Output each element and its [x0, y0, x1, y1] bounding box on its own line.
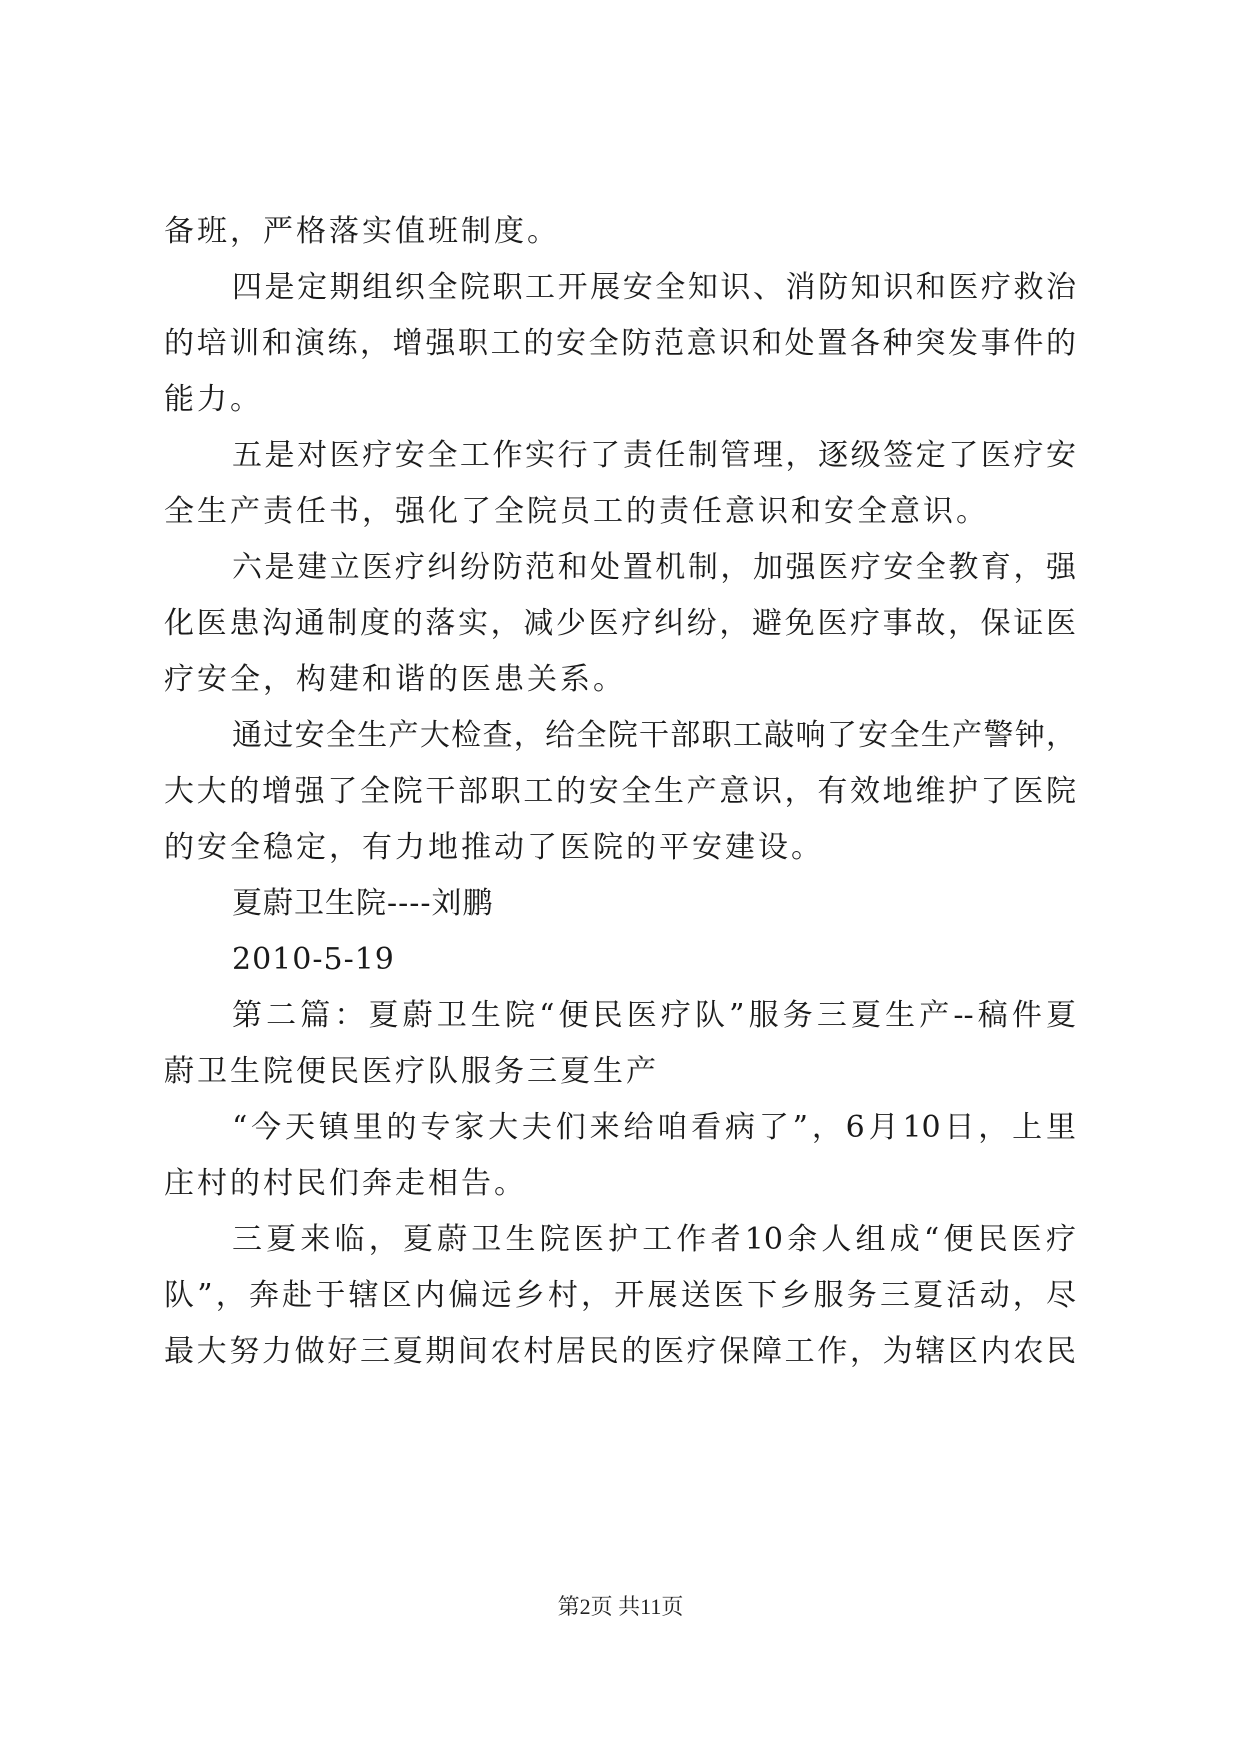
- text-line: 最大努力做好三夏期间农村居民的医疗保障工作，为辖区内农民: [164, 1334, 1076, 1369]
- text-line: 蔚卫生院便民医疗队服务三夏生产: [164, 1054, 659, 1089]
- text-line: 的安全稳定，有力地推动了医院的平安建设。: [164, 830, 824, 865]
- text-line: 疗安全，构建和谐的医患关系。: [164, 662, 626, 697]
- text-line: 四是定期组织全院职工开展安全知识、消防知识和医疗救治: [232, 270, 1076, 305]
- text-line: 第二篇：夏蔚卫生院“便民医疗队”服务三夏生产--稿件夏: [232, 998, 1076, 1033]
- text-line: 通过安全生产大检查，给全院干部职工敲响了安全生产警钟，: [232, 718, 1076, 753]
- text-line: 队”，奔赴于辖区内偏远乡村，开展送医下乡服务三夏活动，尽: [164, 1278, 1076, 1313]
- text-line: 备班，严格落实值班制度。: [164, 214, 560, 249]
- text-line: 大大的增强了全院干部职工的安全生产意识，有效地维护了医院: [164, 774, 1076, 809]
- text-line: 三夏来临，夏蔚卫生院医护工作者10余人组成“便民医疗: [232, 1222, 1076, 1257]
- text-line: 六是建立医疗纠纷防范和处置机制，加强医疗安全教育，强: [232, 550, 1076, 585]
- text-line: 全生产责任书，强化了全院员工的责任意识和安全意识。: [164, 494, 989, 529]
- signature-line: 夏蔚卫生院----刘鹏: [232, 886, 494, 921]
- page-number-footer: 第2页 共11页: [557, 1594, 684, 1619]
- text-line: 化医患沟通制度的落实，减少医疗纠纷，避免医疗事故，保证医: [164, 606, 1076, 641]
- text-line: 五是对医疗安全工作实行了责任制管理，逐级签定了医疗安: [232, 438, 1076, 473]
- text-line: 能力。: [164, 382, 263, 417]
- text-line: 庄村的村民们奔走相告。: [164, 1166, 527, 1201]
- date-line: 2010-5-19: [232, 942, 395, 977]
- text-line: 的培训和演练，增强职工的安全防范意识和处置各种突发事件的: [164, 326, 1076, 361]
- text-line: “今天镇里的专家大夫们来给咱看病了”，6月10日，上里: [232, 1110, 1076, 1145]
